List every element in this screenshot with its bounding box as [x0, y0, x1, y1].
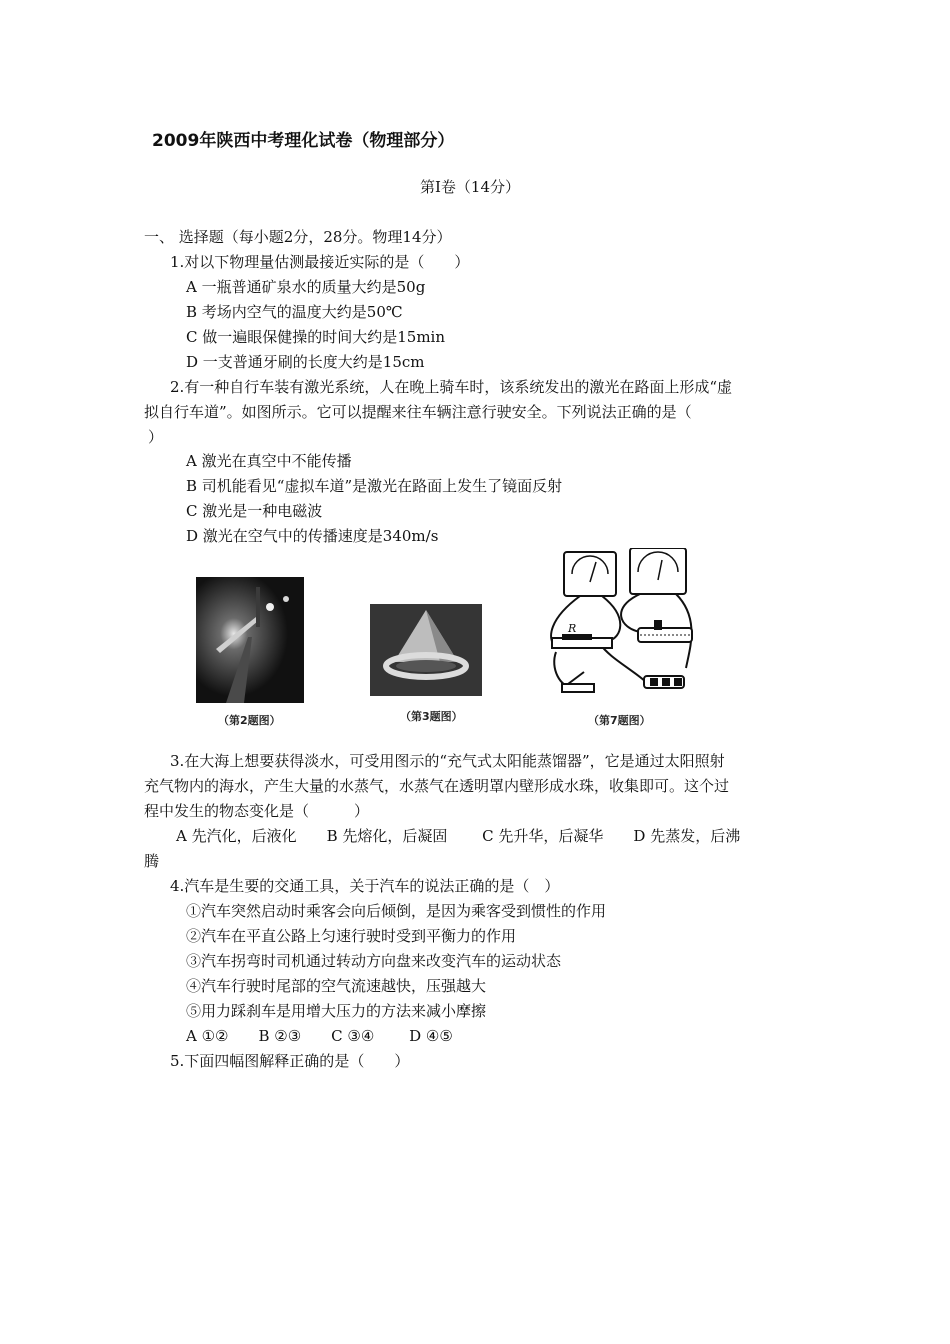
q4-statement-3: ③汽车拐弯时司机通过转动方向盘来改变汽车的运动状态: [186, 952, 562, 970]
q3-options-line2: 腾: [144, 852, 160, 870]
figure-3-caption: （第3题图）: [400, 710, 463, 723]
q4-statement-5: ⑤用力踩刹车是用增大压力的方法来减小摩擦: [186, 1002, 487, 1020]
q2-option-c: C 激光是一种电磁波: [186, 502, 323, 520]
q3-stem-line2: 充气物内的海水，产生大量的水蒸气，水蒸气在透明罩内壁形成水珠，收集即可。这个过: [144, 777, 730, 795]
q2-stem-line3: ）: [148, 428, 164, 446]
q1-option-b: B 考场内空气的温度大约是50℃: [186, 303, 403, 321]
q1-option-d: D 一支普通牙刷的长度大约是15cm: [186, 353, 425, 371]
q2-stem-line1: 2.有一种自行车装有激光系统，人在晚上骑车时，该系统发出的激光在路面上形成“虚: [170, 378, 732, 396]
section-heading: 一、 选择题（每小题2分，28分。物理14分）: [144, 228, 452, 246]
q4-statement-4: ④汽车行驶时尾部的空气流速越快，压强越大: [186, 977, 487, 995]
q2-option-d: D 激光在空气中的传播速度是340m/s: [186, 527, 439, 545]
figure-3-solar-still-photo: [370, 604, 482, 696]
resistor-label: R: [568, 622, 577, 635]
q2-option-a: A 激光在真空中不能传播: [186, 452, 352, 470]
figure-2-caption: （第2题图）: [218, 714, 281, 727]
q1-option-c: C 做一遍眼保健操的时间大约是15min: [186, 328, 446, 346]
q2-option-b: B 司机能看见“虚拟车道”是激光在路面上发生了镜面反射: [186, 477, 563, 495]
q4-statement-2: ②汽车在平直公路上匀速行驶时受到平衡力的作用: [186, 927, 517, 945]
q3-stem-line1: 3.在大海上想要获得淡水，可受用图示的“充气式太阳能蒸馏器”，它是通过太阳照射: [170, 752, 725, 770]
q3-stem-line3: 程中发生的物态变化是（ ）: [144, 802, 370, 820]
figure-2-laser-photo: [196, 577, 304, 703]
q1-option-a: A 一瓶普通矿泉水的质量大约是50g: [186, 278, 426, 296]
figure-7-caption: （第7题图）: [588, 714, 651, 727]
page-title: 2009年陕西中考理化试卷（物理部分）: [152, 131, 455, 151]
q4-statement-1: ①汽车突然启动时乘客会向后倾倒，是因为乘客受到惯性的作用: [186, 902, 607, 920]
q3-options-line1: A 先汽化，后液化 B 先熔化，后凝固 C 先升华，后凝华 D 先蒸发，后沸: [176, 827, 741, 845]
q2-stem-line2: 拟自行车道”。如图所示。它可以提醒来往车辆注意行驶安全。下列说法正确的是（: [144, 403, 692, 421]
volume-heading: 第Ⅰ卷（14分）: [420, 178, 521, 196]
q5-stem: 5.下面四幅图解释正确的是（ ）: [170, 1052, 410, 1070]
q1-stem: 1.对以下物理量估测最接近实际的是（ ）: [170, 253, 470, 271]
q4-stem: 4.汽车是生要的交通工具，关于汽车的说法正确的是（ ）: [170, 877, 560, 895]
q4-options: A ①② B ②③ C ③④ D ④⑤: [186, 1027, 453, 1045]
figure-7-circuit-diagram: [540, 548, 700, 706]
